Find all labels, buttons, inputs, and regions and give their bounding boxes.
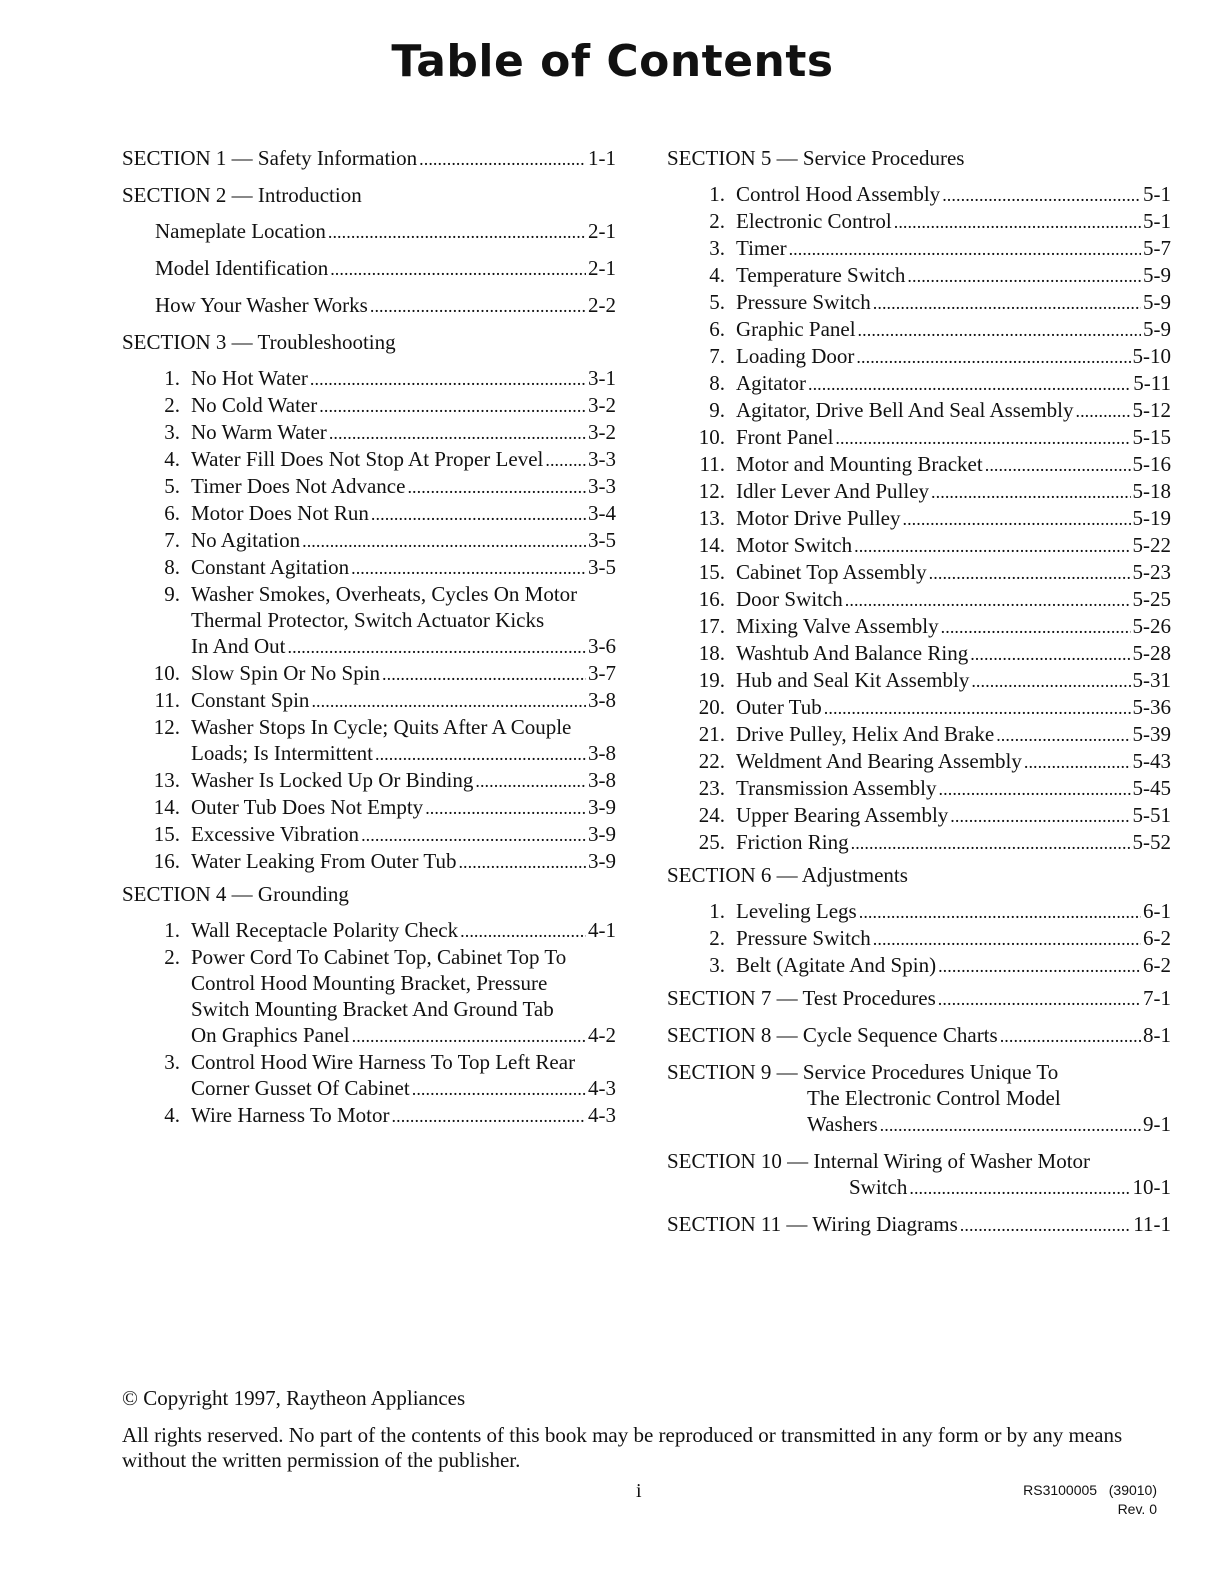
toc-entry[interactable]: How Your Washer Works . . . 2-2 <box>122 292 616 319</box>
toc-entry[interactable]: 6. Motor Does Not Run . . . 3-4 <box>122 500 616 527</box>
toc-entry[interactable]: 14. Outer Tub Does Not Empty . . . 3-9 <box>122 794 616 821</box>
document-code <box>1023 1481 1157 1519</box>
toc-page-number: 1-1 <box>588 146 616 170</box>
toc-entry[interactable]: 14. Motor Switch . . . 5-22 <box>667 532 1171 559</box>
toc-entry[interactable]: 2. Pressure Switch . . . 6-2 <box>667 925 1171 952</box>
toc-entry-continuation[interactable]: Corner Gusset Of Cabinet . . . 4-3 <box>122 1075 616 1102</box>
toc-entry[interactable]: 8. Constant Agitation . . . 3-5 <box>122 554 616 581</box>
toc-entry[interactable]: 1. Control Hood Assembly . . . 5-1 <box>667 181 1171 208</box>
toc-right-column <box>667 145 1171 1248</box>
toc-section-4-heading[interactable]: SECTION 4 — Grounding <box>122 882 349 906</box>
toc-entry-continuation[interactable]: Loads; Is Intermittent . . . 3-8 <box>122 740 616 767</box>
toc-entry[interactable]: 15. Cabinet Top Assembly . . . 5-23 <box>667 559 1171 586</box>
toc-entry-multiline[interactable]: 12. Washer Stops In Cycle; Quits After A Couple <box>153 715 572 739</box>
toc-entry-continuation[interactable]: In And Out . . . 3-6 <box>122 633 616 660</box>
toc-entry[interactable]: 10. Slow Spin Or No Spin . . . 3-7 <box>122 660 616 687</box>
toc-entry[interactable]: 8. Agitator . . . 5-11 <box>667 370 1171 397</box>
toc-entry[interactable]: 13. Washer Is Locked Up Or Binding . . . 3-8 <box>122 767 616 794</box>
revision-label: Rev. 0 <box>1117 1501 1157 1517</box>
toc-section-11[interactable]: SECTION 11 — Wiring Diagrams . . . 11-1 <box>667 1211 1171 1238</box>
toc-entry-continuation: Thermal Protector, Switch Actuator Kicks <box>191 608 545 632</box>
toc-entry[interactable]: 25. Friction Ring . . . 5-52 <box>667 829 1171 856</box>
toc-section-1[interactable] <box>122 145 616 172</box>
toc-entry-continuation: The Electronic Control Model <box>807 1086 1061 1110</box>
toc-entry[interactable]: 4. Wire Harness To Motor . . . 4-3 <box>122 1102 616 1129</box>
toc-entry[interactable]: 5. Timer Does Not Advance . . . 3-3 <box>122 473 616 500</box>
doc-code: RS3100005 (39010) <box>1023 1482 1157 1498</box>
toc-entry[interactable]: 2. Electronic Control . . . 5-1 <box>667 208 1171 235</box>
toc-entry[interactable]: 19. Hub and Seal Kit Assembly . . . 5-31 <box>667 667 1171 694</box>
toc-section-8[interactable]: SECTION 8 — Cycle Sequence Charts . . . 8-1 <box>667 1022 1171 1049</box>
toc-section-2-heading[interactable]: SECTION 2 — Introduction <box>122 183 362 207</box>
toc-entry[interactable]: 16. Water Leaking From Outer Tub . . . 3-9 <box>122 848 616 875</box>
toc-entry[interactable]: 9. Agitator, Drive Bell And Seal Assembly . . . 5-12 <box>667 397 1171 424</box>
toc-entry[interactable]: 22. Weldment And Bearing Assembly . . . 5-43 <box>667 748 1171 775</box>
toc-entry[interactable]: 3. Belt (Agitate And Spin) . . . 6-2 <box>667 952 1171 979</box>
toc-entry[interactable]: 24. Upper Bearing Assembly . . . 5-51 <box>667 802 1171 829</box>
toc-entry[interactable]: 1. No Hot Water . . . 3-1 <box>122 365 616 392</box>
toc-entry[interactable]: 3. No Warm Water . . . 3-2 <box>122 419 616 446</box>
toc-entry-continuation[interactable]: On Graphics Panel . . . 4-2 <box>122 1022 616 1049</box>
toc-entry[interactable]: 16. Door Switch . . . 5-25 <box>667 586 1171 613</box>
page-number: i <box>636 1480 642 1502</box>
toc-entry[interactable]: 13. Motor Drive Pulley . . . 5-19 <box>667 505 1171 532</box>
toc-entry-continuation: Switch Mounting Bracket And Ground Tab <box>191 997 554 1021</box>
page-title: Table of Contents <box>391 36 834 87</box>
toc-entry-multiline[interactable]: 3. Control Hood Wire Harness To Top Left Rear <box>164 1050 576 1074</box>
toc-section-7[interactable]: SECTION 7 — Test Procedures . . . 7-1 <box>667 985 1171 1012</box>
toc-entry[interactable]: 7. Loading Door . . . 5-10 <box>667 343 1171 370</box>
toc-entry[interactable]: 23. Transmission Assembly . . . 5-45 <box>667 775 1171 802</box>
toc-entry[interactable]: 7. No Agitation . . . 3-5 <box>122 527 616 554</box>
toc-entry[interactable]: 12. Idler Lever And Pulley . . . 5-18 <box>667 478 1171 505</box>
toc-entry[interactable]: 20. Outer Tub . . . 5-36 <box>667 694 1171 721</box>
toc-entry[interactable]: 21. Drive Pulley, Helix And Brake . . . 5-39 <box>667 721 1171 748</box>
toc-entry-label: SECTION 1 — Safety Information <box>122 146 418 170</box>
toc-entry[interactable]: 18. Washtub And Balance Ring . . . 5-28 <box>667 640 1171 667</box>
toc-entry-continuation[interactable]: Washers . . . 9-1 <box>667 1111 1171 1138</box>
toc-entry[interactable]: Model Identification . . . 2-1 <box>122 255 616 282</box>
toc-entry-continuation[interactable]: Switch . . . 10-1 <box>667 1174 1171 1201</box>
toc-left-column <box>122 145 616 1129</box>
toc-entry[interactable]: 1. Leveling Legs . . . 6-1 <box>667 898 1171 925</box>
toc-section-3-heading[interactable]: SECTION 3 — Troubleshooting <box>122 330 396 354</box>
toc-section-9[interactable]: SECTION 9 — Service Procedures Unique To <box>667 1060 1059 1084</box>
toc-section-10[interactable]: SECTION 10 — Internal Wiring of Washer Motor <box>667 1149 1091 1173</box>
toc-entry-multiline[interactable]: 9. Washer Smokes, Overheats, Cycles On Motor <box>164 582 578 606</box>
toc-entry[interactable]: 15. Excessive Vibration . . . 3-9 <box>122 821 616 848</box>
copyright-notice: © Copyright 1997, Raytheon Appliances <box>122 1386 466 1410</box>
toc-entry[interactable]: 4. Water Fill Does Not Stop At Proper Level . . . 3-3 <box>122 446 616 473</box>
toc-entry[interactable]: 2. No Cold Water . . . 3-2 <box>122 392 616 419</box>
toc-entry[interactable]: 10. Front Panel . . . 5-15 <box>667 424 1171 451</box>
toc-section-5-heading[interactable]: SECTION 5 — Service Procedures <box>667 146 965 170</box>
toc-entry[interactable]: 1. Wall Receptacle Polarity Check . . . 4-1 <box>122 917 616 944</box>
toc-section-6-heading[interactable]: SECTION 6 — Adjustments <box>667 863 908 887</box>
toc-entry[interactable]: 11. Constant Spin . . . 3-8 <box>122 687 616 714</box>
toc-entry[interactable]: 11. Motor and Mounting Bracket . . . 5-16 <box>667 451 1171 478</box>
toc-entry-multiline[interactable]: 2. Power Cord To Cabinet Top, Cabinet Top To <box>164 945 567 969</box>
toc-entry[interactable]: 17. Mixing Valve Assembly . . . 5-26 <box>667 613 1171 640</box>
rights-statement: All rights reserved. No part of the contents of this book may be reproduced or transmitted in any form or by any means without the written permission of the publisher. <box>122 1423 1123 1472</box>
toc-entry[interactable]: 6. Graphic Panel . . . 5-9 <box>667 316 1171 343</box>
toc-entry[interactable]: 5. Pressure Switch . . . 5-9 <box>667 289 1171 316</box>
toc-entry[interactable]: 4. Temperature Switch . . . 5-9 <box>667 262 1171 289</box>
toc-entry[interactable]: Nameplate Location . . . 2-1 <box>122 218 616 245</box>
toc-entry-continuation: Control Hood Mounting Bracket, Pressure <box>191 971 548 995</box>
toc-entry[interactable]: 3. Timer . . . 5-7 <box>667 235 1171 262</box>
